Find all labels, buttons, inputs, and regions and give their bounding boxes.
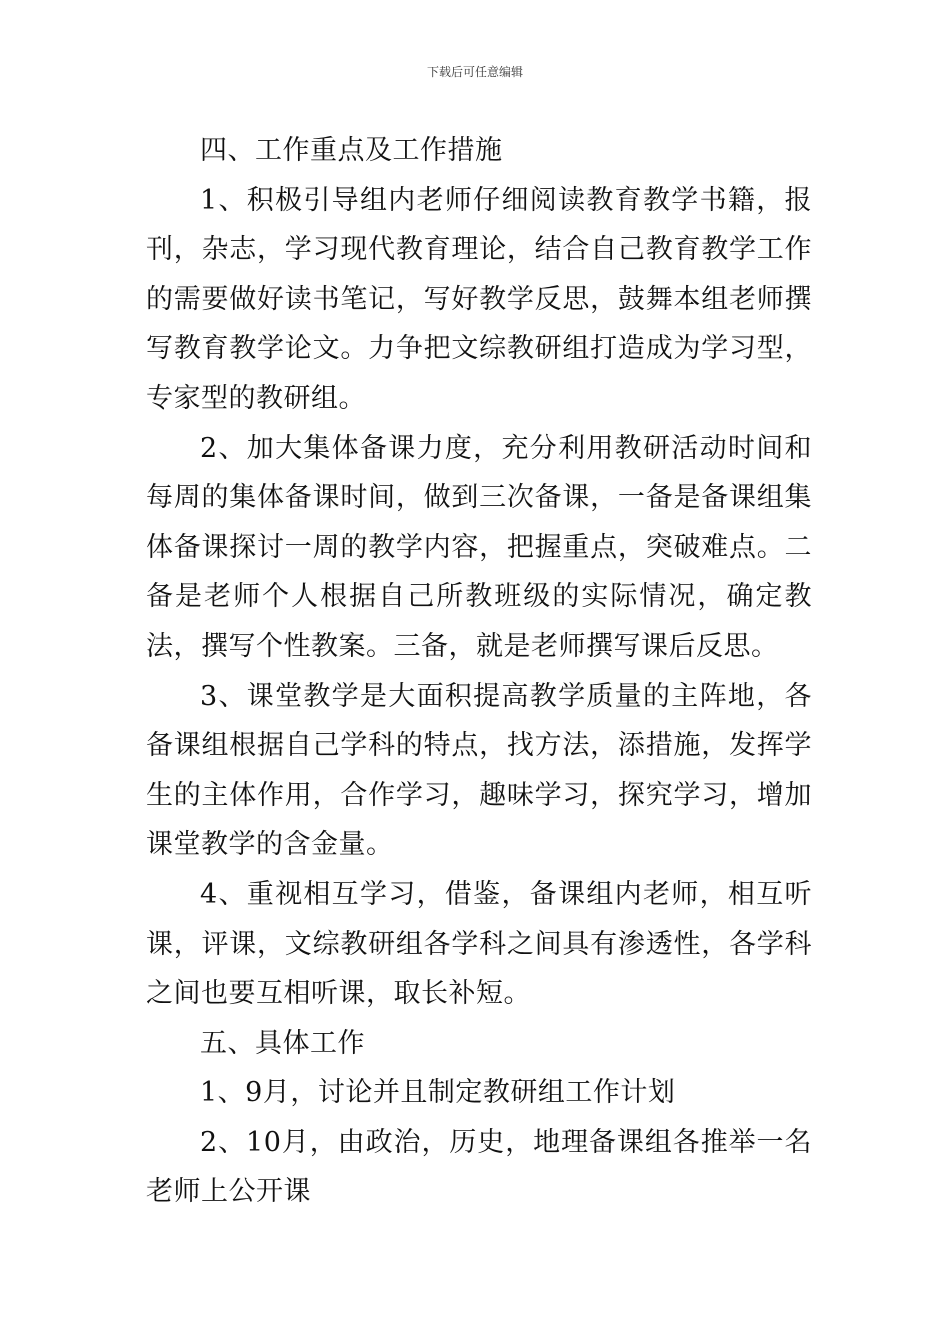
document-body bbox=[146, 126, 812, 1217]
section-heading-specific-work: 五、具体工作 bbox=[200, 1027, 365, 1059]
header-note: 下载后可任意编辑 bbox=[426, 65, 523, 79]
paragraph-item-3: 3、课堂教学是大面积提高教学质量的主阵地，各备课组根据自己学科的特点，找方法，添措施，发挥学生的主体作用，合作学习，趣味学习，探究学习，增加课堂教学的含金量。 bbox=[146, 680, 812, 861]
section-heading-key-work: 四、工作重点及工作措施 bbox=[200, 135, 503, 166]
work-item-september: 1、9月，讨论并且制定教研组工作计划 bbox=[200, 1077, 676, 1109]
work-item-october: 2、10月，由政治，历史，地理备课组各推举一名老师上公开课 bbox=[146, 1126, 812, 1208]
paragraph-item-1: 1、积极引导组内老师仔细阅读教育教学书籍，报刊，杂志，学习现代教育理论，结合自己教育教学工作的需要做好读书笔记，写好教学反思，鼓舞本组老师撰写教育教学论文。力争把文综教研组打造成为学习型，专家型的教研组。 bbox=[146, 184, 812, 414]
paragraph-item-2: 2、加大集体备课力度，充分利用教研活动时间和每周的集体备课时间，做到三次备课，一备是备课组集体备课探讨一周的教学内容，把握重点，突破难点。二备是老师个人根据自己所教班级的实际情况，确定教法，撰写个性教案。三备，就是老师撰写课后反思。 bbox=[146, 432, 812, 662]
paragraph-item-4: 4、重视相互学习，借鉴，备课组内老师，相互听课，评课，文综教研组各学科之间具有渗透性，各学科之间也要互相听课，取长补短。 bbox=[146, 878, 812, 1010]
